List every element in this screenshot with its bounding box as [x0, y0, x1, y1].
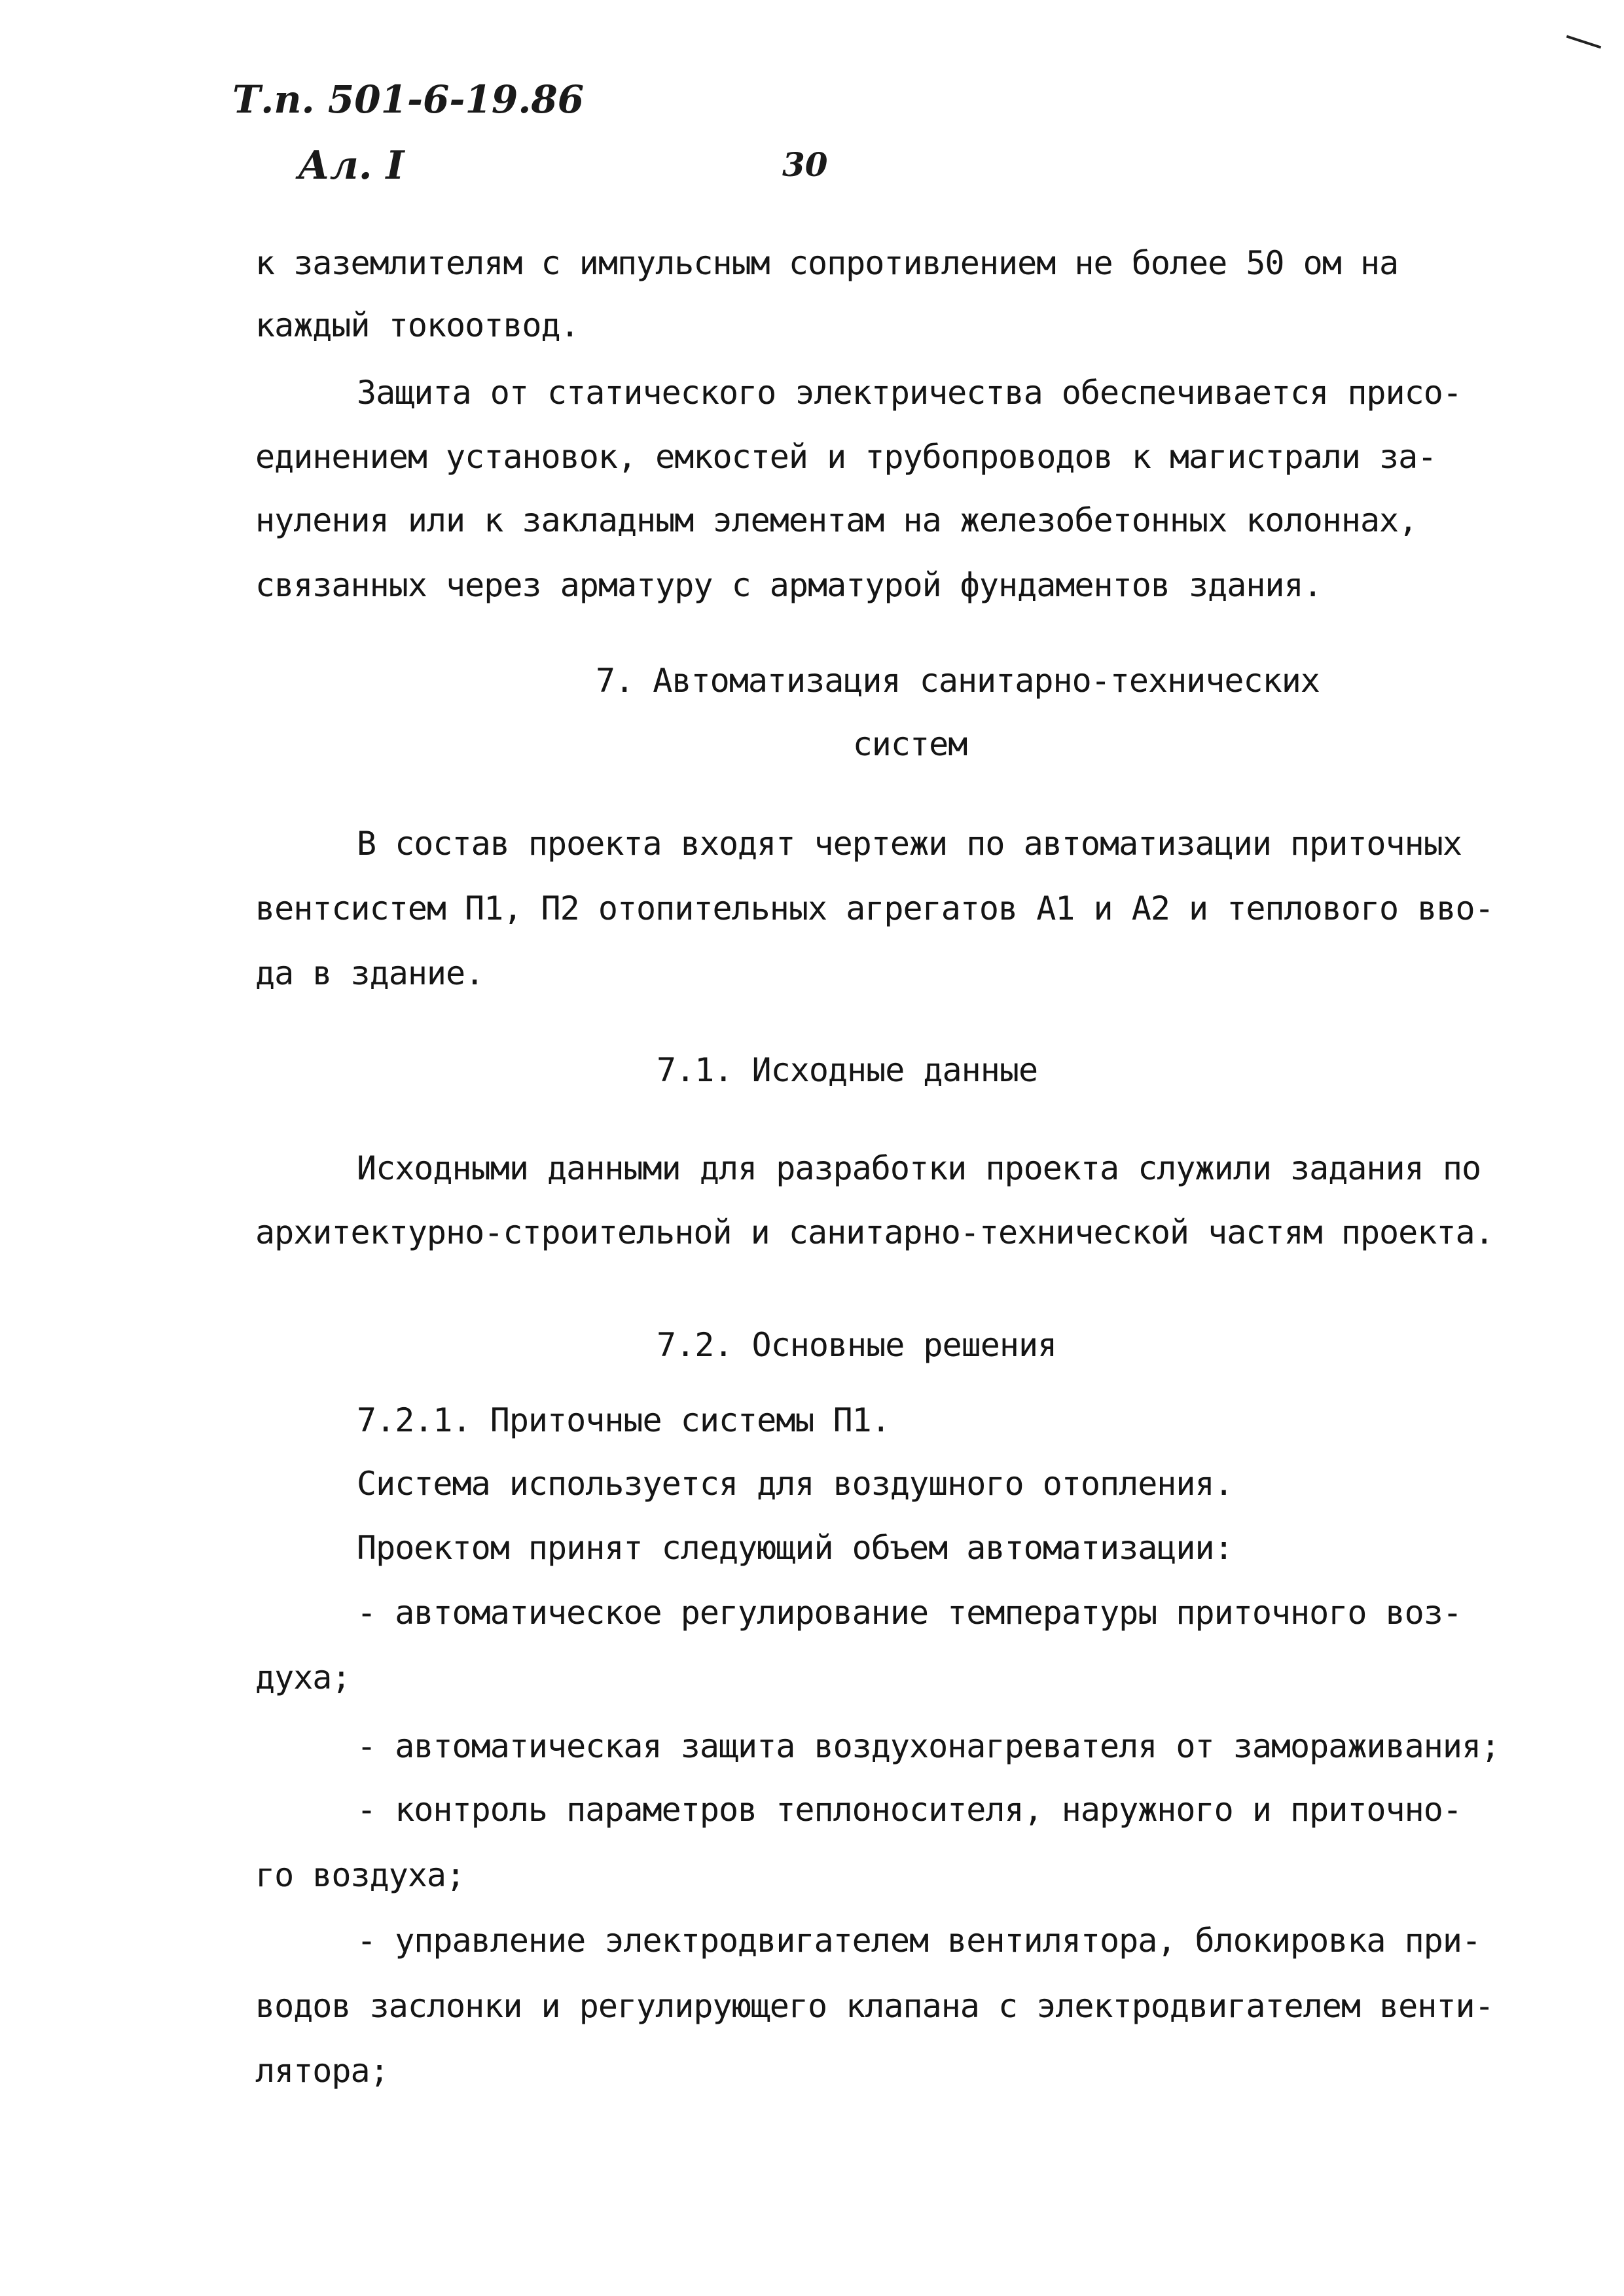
paragraph-line: да в здание. — [255, 954, 484, 992]
paragraph-line: Проектом принят следующий объем автоматизации: — [357, 1529, 1233, 1567]
list-item-line: - управление электродвигателем вентилятора, блокировка при- — [357, 1922, 1481, 1960]
paragraph-line: единением установок, емкостей и трубопроводов к магистрали за- — [255, 438, 1437, 476]
list-item-line: водов заслонки и регулирующего клапана с электродвигателем венти- — [255, 1987, 1494, 2025]
list-item-line: духа; — [255, 1659, 351, 1696]
paragraph-line: архитектурно-строительной и санитарно-технической частям проекта. — [255, 1213, 1494, 1251]
page-number: 30 — [782, 145, 828, 184]
subsection-heading: 7.2. Основные решения — [657, 1326, 1057, 1364]
paragraph-line: Система используется для воздушного отопления. — [357, 1465, 1233, 1503]
section-heading: 7. Автоматизация санитарно-технических — [596, 662, 1320, 700]
list-item-line: - автоматическое регулирование температуры приточного воз- — [357, 1594, 1462, 1632]
paragraph-line: В состав проекта входят чертежи по автоматизации приточных — [357, 825, 1462, 863]
paragraph-line: связанных через арматуру с арматурой фундаментов здания. — [255, 566, 1322, 604]
paragraph-line: Исходными данными для разработки проекта служили задания по — [357, 1149, 1481, 1187]
paragraph-line: нуления или к закладным элементам на железобетонных колоннах, — [255, 501, 1418, 539]
item-heading: 7.2.1. Приточные системы П1. — [357, 1401, 890, 1439]
album-label: Ал. I — [298, 143, 405, 188]
text-line: каждый токоотвод. — [255, 306, 579, 344]
corner-scan-mark — [1566, 35, 1602, 49]
list-item-line: - контроль параметров теплоносителя, наружного и приточно- — [357, 1791, 1462, 1829]
document-code: Т.п. 501-6-19.86 — [232, 77, 585, 122]
list-item-line: - автоматическая защита воздухонагревателя от замораживания; — [357, 1727, 1500, 1765]
paragraph-line: Защита от статического электричества обеспечивается присо- — [357, 374, 1462, 412]
section-heading-continued: систем — [852, 725, 967, 763]
text-line: к заземлителям с импульсным сопротивлением не более 50 ом на — [255, 244, 1399, 282]
paragraph-line: вентсистем П1, П2 отопительных агрегатов А1 и А2 и теплового вво- — [255, 889, 1494, 927]
list-item-line: лятора; — [255, 2052, 389, 2090]
subsection-heading: 7.1. Исходные данные — [657, 1051, 1038, 1089]
list-item-line: го воздуха; — [255, 1856, 465, 1894]
